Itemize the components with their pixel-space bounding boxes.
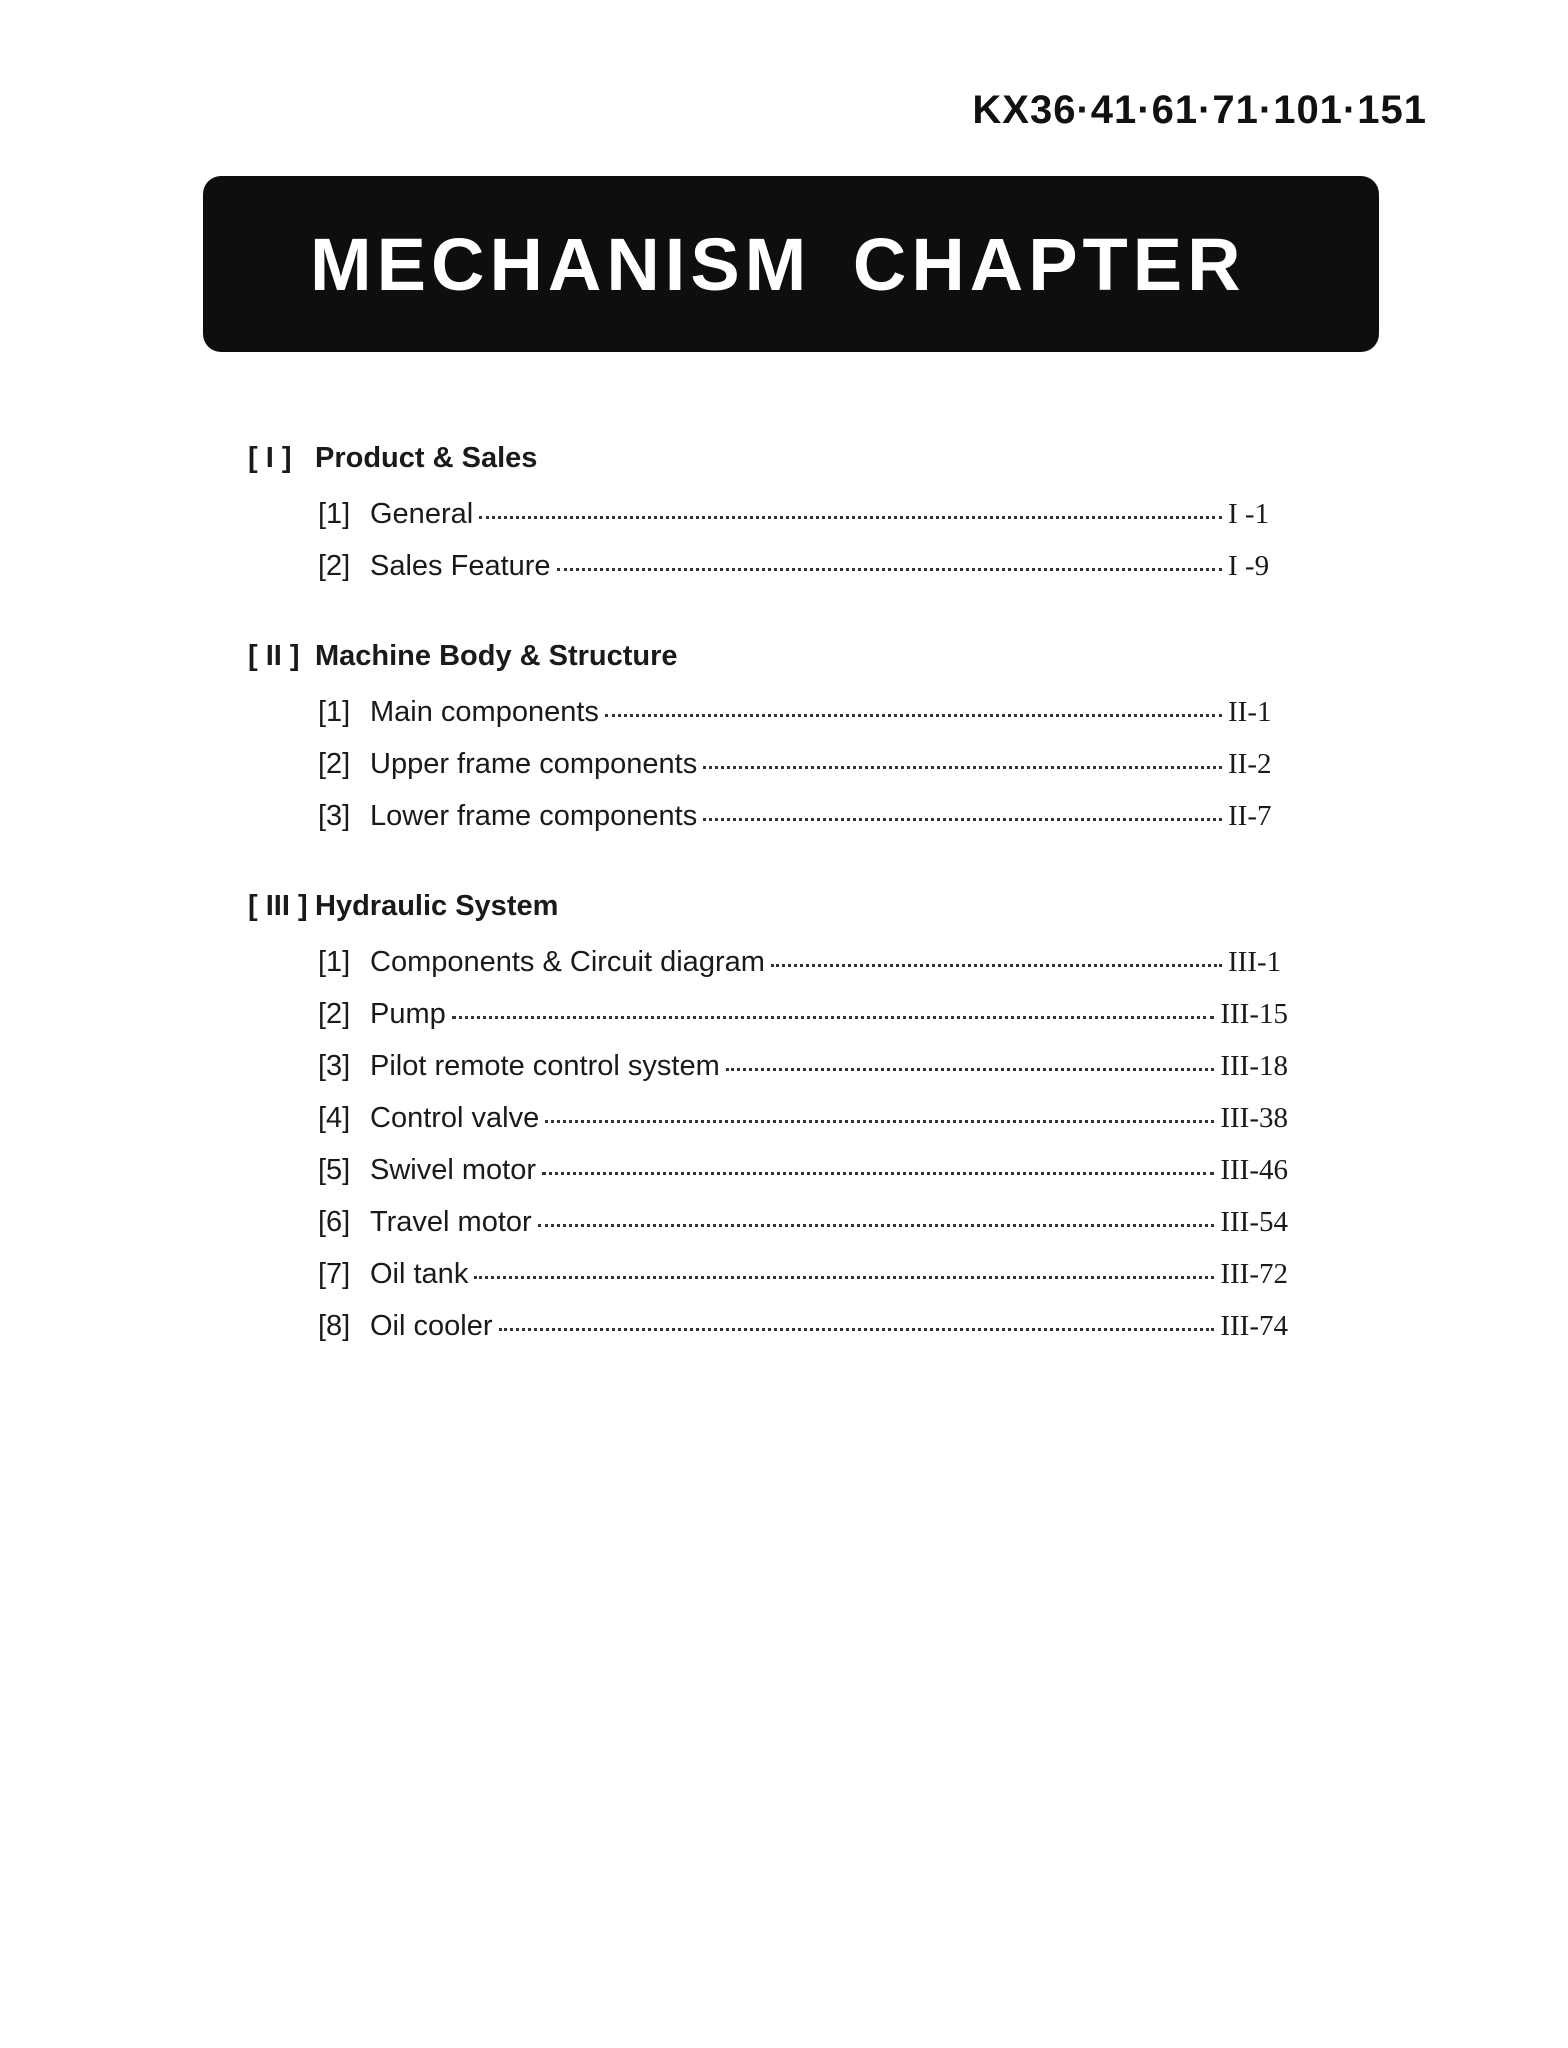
toc-entry[interactable] [248,1144,1288,1196]
entry-title: Control valve [370,1102,540,1134]
toc-entry[interactable] [248,1040,1288,1092]
entry-title: Main components [370,696,599,728]
section-title: Machine Body & Structure [315,640,678,672]
table-of-contents [248,438,1288,1396]
entry-page: II-1 [1228,696,1272,728]
section-title: Product & Sales [315,442,538,474]
toc-entry[interactable] [248,988,1288,1040]
dot-leader [542,1172,1214,1175]
entry-number: [7] [318,1258,351,1290]
toc-entry[interactable] [248,1196,1288,1248]
section-number: [ I ] [248,442,292,474]
chapter-banner [203,176,1379,352]
entry-page: III-15 [1220,998,1288,1030]
dot-leader [726,1068,1215,1071]
toc-entry[interactable] [248,1248,1288,1300]
entry-page: III-54 [1220,1206,1288,1238]
entry-title: Pump [370,998,446,1030]
toc-entry[interactable] [248,686,1288,738]
entry-page: III-38 [1220,1102,1288,1134]
dot-leader [557,568,1222,571]
entry-page: III-18 [1220,1050,1288,1082]
section-heading [248,636,1288,676]
section-heading [248,886,1288,926]
entry-number: [3] [318,800,351,832]
entry-number: [1] [318,696,351,728]
entry-number: [6] [318,1206,351,1238]
entry-page: III-72 [1220,1258,1288,1290]
entry-title: General [370,498,474,530]
model-numbers: KX36·41·61·71·101·151 [972,88,1427,132]
entry-title: Sales Feature [370,550,551,582]
toc-section [248,886,1288,1352]
entry-number: [8] [318,1310,351,1342]
toc-entry[interactable] [248,936,1288,988]
entry-title: Upper frame components [370,748,698,780]
toc-entry[interactable] [248,1300,1288,1352]
entry-title: Travel motor [370,1206,532,1238]
entry-number: [2] [318,550,351,582]
dot-leader [703,818,1222,821]
section-heading [248,438,1288,478]
entry-page: III-46 [1220,1154,1288,1186]
section-number: [ II ] [248,640,300,672]
entry-page: III-74 [1220,1310,1288,1342]
entry-title: Swivel motor [370,1154,536,1186]
toc-entry[interactable] [248,488,1288,540]
toc-section [248,438,1288,592]
entry-title: Components & Circuit diagram [370,946,765,978]
entry-page: II-2 [1228,748,1272,780]
entry-title: Oil tank [370,1258,469,1290]
toc-entry[interactable] [248,790,1288,842]
entry-title: Pilot remote control system [370,1050,720,1082]
entry-page: II-7 [1228,800,1272,832]
entry-number: [5] [318,1154,351,1186]
entry-number: [1] [318,946,351,978]
entry-page: I -9 [1228,550,1270,582]
entry-number: [3] [318,1050,351,1082]
dot-leader [474,1276,1214,1279]
entry-title: Lower frame components [370,800,698,832]
entry-number: [2] [318,748,351,780]
entry-page: I -1 [1228,498,1270,530]
toc-entry[interactable] [248,1092,1288,1144]
dot-leader [605,714,1222,717]
dot-leader [771,964,1222,967]
dot-leader [499,1328,1215,1331]
dot-leader [545,1120,1214,1123]
chapter-title: MECHANISM CHAPTER [310,222,1246,306]
toc-entry[interactable] [248,540,1288,592]
dot-leader [479,516,1222,519]
entry-number: [1] [318,498,351,530]
entry-number: [2] [318,998,351,1030]
toc-section [248,636,1288,842]
dot-leader [452,1016,1215,1019]
section-number: [ III ] [248,890,308,922]
entry-number: [4] [318,1102,351,1134]
dot-leader [538,1224,1215,1227]
entry-page: III-1 [1228,946,1282,978]
entry-title: Oil cooler [370,1310,493,1342]
dot-leader [703,766,1222,769]
toc-entry[interactable] [248,738,1288,790]
section-title: Hydraulic System [315,890,559,922]
